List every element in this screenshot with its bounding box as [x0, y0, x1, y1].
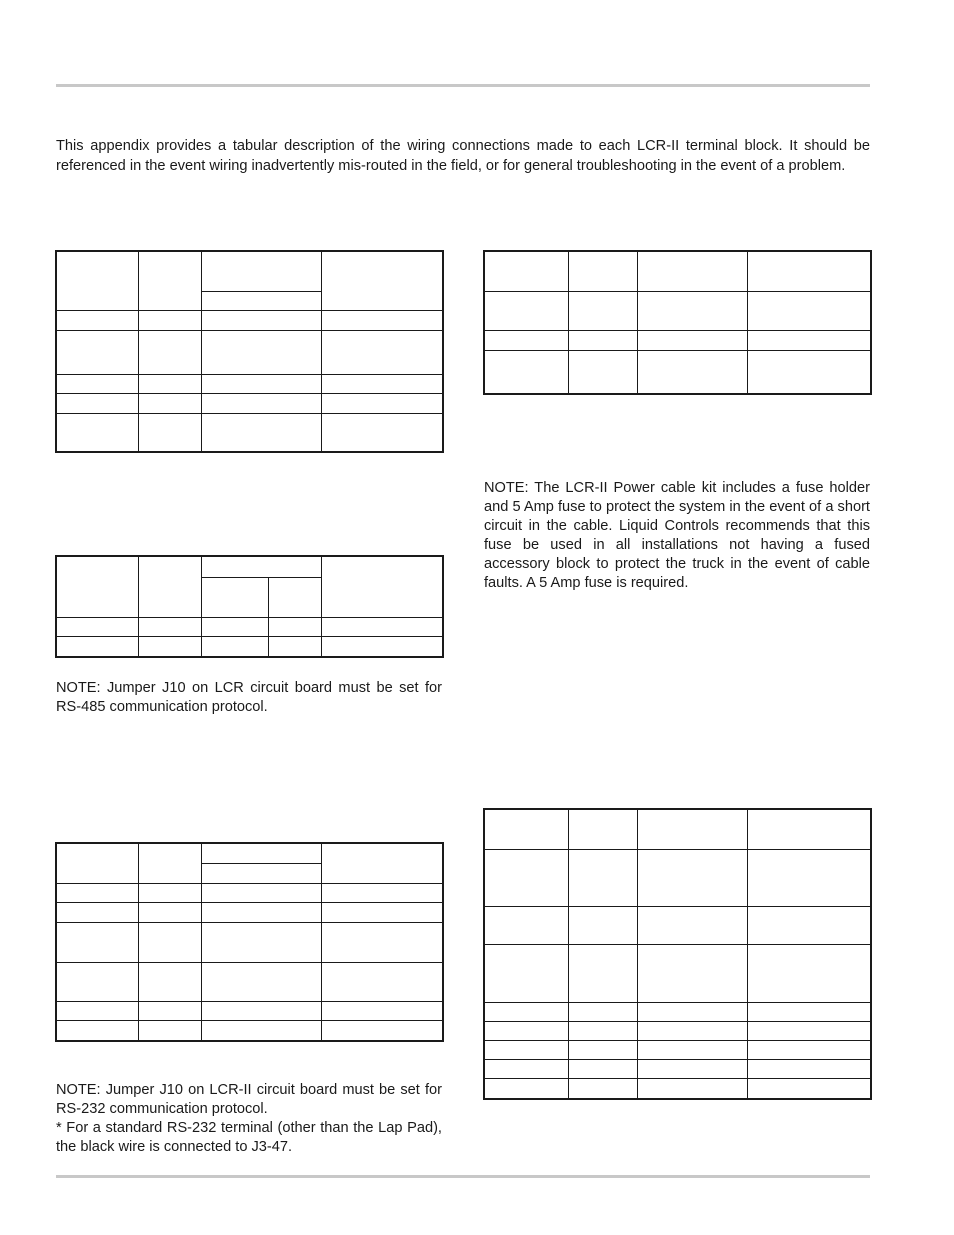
rs485-wiring-table [56, 556, 443, 657]
footer-rule [56, 1175, 870, 1178]
rs232-note-line2: * For a standard RS-232 terminal (other than the Lap Pad), the black wire is connected to J3-47. [56, 1120, 442, 1155]
wiring-table-5 [484, 809, 871, 1099]
power-note [484, 479, 870, 593]
intro-paragraph: This appendix provides a tabular description of the wiring connections made to each LCR-II terminal block. It should be referenced in the event wiring inadvertently mis-routed in the field, or for general troubleshooting in the event of a problem. [56, 138, 870, 174]
rs485-note [56, 679, 442, 717]
wiring-table-1 [56, 251, 443, 452]
header-rule [56, 84, 870, 87]
rs232-note [56, 1081, 442, 1157]
wiring-table-2 [484, 251, 871, 394]
rs232-note-line1: NOTE: Jumper J10 on LCR-II circuit board must be set for RS-232 communication protocol. [56, 1082, 442, 1117]
rs485-note-text: NOTE: Jumper J10 on LCR circuit board must be set for RS-485 communication protocol. [56, 680, 442, 715]
rs232-wiring-table [56, 843, 443, 1041]
power-note-text: NOTE: The LCR-II Power cable kit includes a fuse holder and 5 Amp fuse to protect the system in the event of a short circuit in the cable. Liquid Controls recommends that this fuse be used in all installations not having a fused accessory block to protect the truck in the event of cable faults. A 5 Amp fuse is required. [484, 480, 870, 591]
